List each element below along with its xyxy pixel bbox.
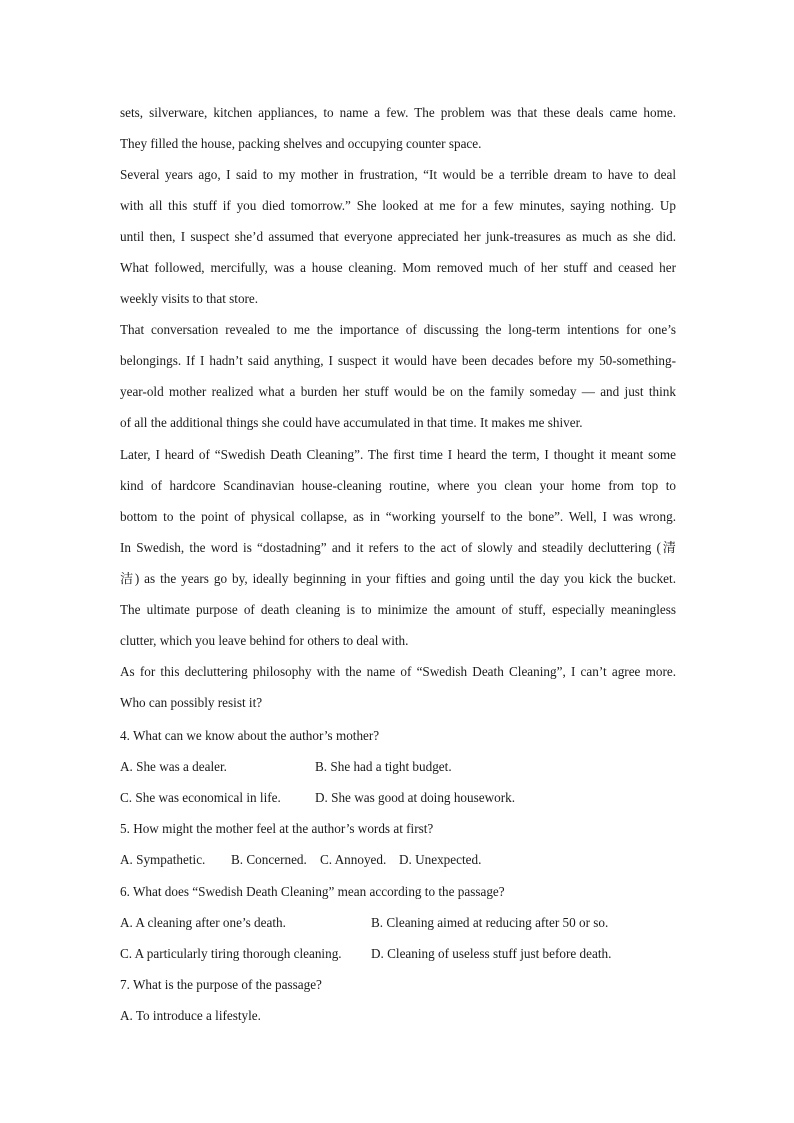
passage-line: kind of hardcore Scandinavian house-cleaning routine, where you clean your home from top to	[120, 478, 676, 493]
passage-line: Later, I heard of “Swedish Death Cleaning”. The first time I heard the term, I thought it meant some	[120, 447, 676, 462]
option-6a[interactable]: A. A cleaning after one’s death.	[120, 915, 286, 930]
option-4d[interactable]: D. She was good at doing housework.	[315, 790, 515, 805]
option-6c[interactable]: C. A particularly tiring thorough cleaning.	[120, 946, 342, 961]
option-4c[interactable]: C. She was economical in life.	[120, 790, 281, 805]
passage-line: That conversation revealed to me the importance of discussing the long-term intentions for one’s	[120, 322, 676, 337]
option-6d[interactable]: D. Cleaning of useless stuff just before death.	[371, 946, 612, 961]
passage-line: The ultimate purpose of death cleaning is to minimize the amount of stuff, especially meaningless	[120, 602, 676, 617]
option-5d[interactable]: D. Unexpected.	[399, 852, 482, 867]
option-5a[interactable]: A. Sympathetic.	[120, 852, 206, 867]
passage-line: In Swedish, the word is “dostadning” and it refers to the act of slowly and steadily decluttering (清	[120, 540, 676, 555]
question-stem-4: 4. What can we know about the author’s mother?	[120, 728, 380, 743]
passage-line: bottom to the point of physical collapse, as in “working yourself to the bone”. Well, I was wrong.	[120, 509, 676, 524]
option-4b[interactable]: B. She had a tight budget.	[315, 759, 452, 774]
passage-line: They filled the house, packing shelves and occupying counter space.	[120, 136, 482, 151]
passage-line: sets, silverware, kitchen appliances, to name a few. The problem was that these deals came home.	[120, 105, 676, 120]
passage-line: Who can possibly resist it?	[120, 695, 263, 710]
option-6b[interactable]: B. Cleaning aimed at reducing after 50 or so.	[371, 915, 609, 930]
passage-line: year-old mother realized what a burden her stuff would be on the family someday — and just think	[120, 384, 676, 399]
option-5b[interactable]: B. Concerned.	[231, 852, 307, 867]
question-stem-6: 6. What does “Swedish Death Cleaning” mean according to the passage?	[120, 884, 505, 899]
option-7a[interactable]: A. To introduce a lifestyle.	[120, 1008, 261, 1023]
passage-line: As for this decluttering philosophy with the name of “Swedish Death Cleaning”, I can’t agree more.	[120, 664, 676, 679]
passage-line: until then, I suspect she’d assumed that everyone appreciated her junk-treasures as much as she did.	[120, 229, 676, 244]
passage-line: 洁) as the years go by, ideally beginning in your fifties and going until the day you kick the bucket.	[120, 571, 676, 586]
passage-line: Several years ago, I said to my mother in frustration, “It would be a terrible dream to have to deal	[120, 167, 676, 182]
passage-line: What followed, mercifully, was a house cleaning. Mom removed much of her stuff and ceased her	[120, 260, 676, 275]
question-stem-7: 7. What is the purpose of the passage?	[120, 977, 322, 992]
question-stem-5: 5. How might the mother feel at the author’s words at first?	[120, 821, 434, 836]
option-5c[interactable]: C. Annoyed.	[320, 852, 387, 867]
passage-line: belongings. If I hadn’t said anything, I suspect it would have been decades before my 50-something-	[120, 353, 676, 368]
passage-line: clutter, which you leave behind for others to deal with.	[120, 633, 409, 648]
passage-line: weekly visits to that store.	[120, 291, 259, 306]
passage-line: with all this stuff if you died tomorrow.” She looked at me for a few minutes, saying nothing. Up	[120, 198, 676, 213]
option-4a[interactable]: A. She was a dealer.	[120, 759, 227, 774]
passage-line: of all the additional things she could have accumulated in that time. It makes me shiver.	[120, 415, 583, 430]
